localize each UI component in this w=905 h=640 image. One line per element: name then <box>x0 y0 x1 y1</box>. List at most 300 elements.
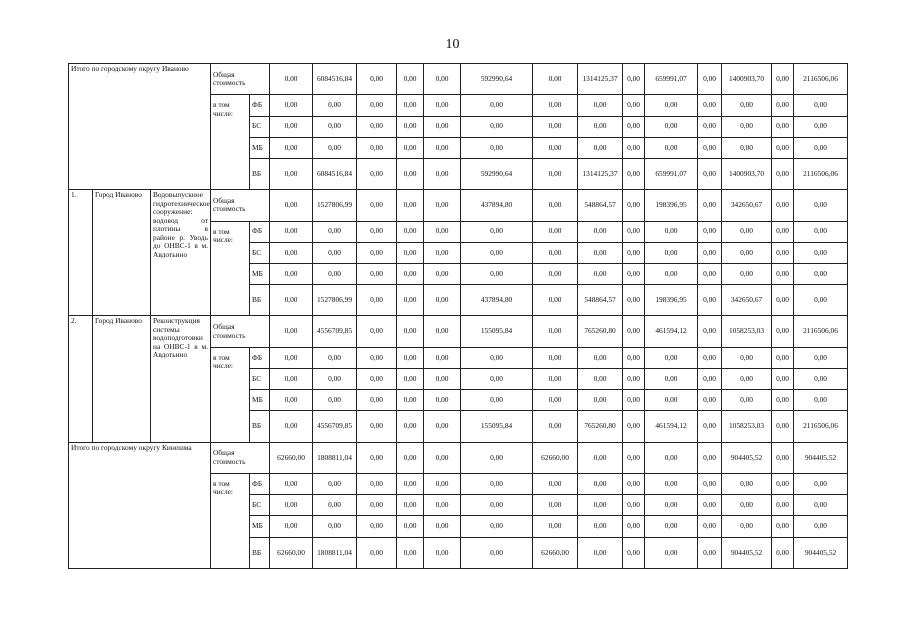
value-cell: 904405,52 <box>794 537 848 568</box>
value-cell: 0,00 <box>578 368 623 389</box>
value-cell: 0,00 <box>623 137 645 158</box>
row-number: 1. <box>69 190 93 316</box>
value-cell: 0,00 <box>533 242 578 263</box>
fund-code: БС <box>250 368 270 389</box>
value-cell: 437894,80 <box>461 285 533 316</box>
value-cell: 0,00 <box>533 137 578 158</box>
value-cell: 0,00 <box>698 263 722 284</box>
total-cost-label: Общая стоимость <box>211 442 270 473</box>
value-cell: 0,00 <box>623 116 645 137</box>
value-cell: 0,00 <box>623 495 645 516</box>
value-cell: 0,00 <box>623 473 645 494</box>
value-cell: 0,00 <box>698 347 722 368</box>
fund-code: ВБ <box>250 537 270 568</box>
value-cell: 0,00 <box>270 516 313 537</box>
value-cell: 0,00 <box>533 285 578 316</box>
value-cell: 0,00 <box>772 285 794 316</box>
value-cell: 0,00 <box>357 242 397 263</box>
group-title: Итого по городскому округу Иваново <box>69 64 211 190</box>
value-cell: 0,00 <box>698 316 722 347</box>
value-cell: 0,00 <box>313 221 357 242</box>
value-cell: 0,00 <box>397 411 424 442</box>
value-cell: 0,00 <box>578 263 623 284</box>
value-cell: 0,00 <box>397 316 424 347</box>
value-cell: 592990,64 <box>461 64 533 95</box>
value-cell: 0,00 <box>533 516 578 537</box>
value-cell: 0,00 <box>772 64 794 95</box>
value-cell: 0,00 <box>424 347 461 368</box>
value-cell: 0,00 <box>772 137 794 158</box>
value-cell: 0,00 <box>424 285 461 316</box>
value-cell: 0,00 <box>424 190 461 221</box>
value-cell: 0,00 <box>357 221 397 242</box>
value-cell: 0,00 <box>794 242 848 263</box>
value-cell: 0,00 <box>357 95 397 116</box>
value-cell: 0,00 <box>424 537 461 568</box>
value-cell: 0,00 <box>461 516 533 537</box>
value-cell: 0,00 <box>578 390 623 411</box>
value-cell: 0,00 <box>722 221 772 242</box>
value-cell: 1058253,03 <box>722 411 772 442</box>
value-cell: 0,00 <box>270 242 313 263</box>
row-number: 2. <box>69 316 93 442</box>
value-cell: 0,00 <box>698 473 722 494</box>
value-cell: 1400903,70 <box>722 158 772 189</box>
value-cell: 0,00 <box>533 368 578 389</box>
value-cell: 0,00 <box>645 116 698 137</box>
value-cell: 0,00 <box>270 137 313 158</box>
fund-code: ФБ <box>250 221 270 242</box>
value-cell: 0,00 <box>578 221 623 242</box>
value-cell: 0,00 <box>313 137 357 158</box>
municipality: Город Иваново <box>93 316 151 442</box>
value-cell: 0,00 <box>794 516 848 537</box>
value-cell: 0,00 <box>313 347 357 368</box>
fund-code: ФБ <box>250 95 270 116</box>
value-cell: 0,00 <box>357 390 397 411</box>
value-cell: 0,00 <box>533 316 578 347</box>
value-cell: 0,00 <box>623 411 645 442</box>
value-cell: 0,00 <box>461 137 533 158</box>
value-cell: 0,00 <box>461 473 533 494</box>
value-cell: 0,00 <box>772 221 794 242</box>
budget-table <box>68 63 848 569</box>
value-cell: 0,00 <box>270 473 313 494</box>
fund-code: БС <box>250 242 270 263</box>
value-cell: 1058253,03 <box>722 316 772 347</box>
value-cell: 0,00 <box>722 347 772 368</box>
value-cell: 0,00 <box>313 390 357 411</box>
object-name: Реконструкция системы водоподготовки на ОНВС-1 в м. Авдотьино <box>151 316 211 442</box>
value-cell: 0,00 <box>397 263 424 284</box>
fund-code: ФБ <box>250 473 270 494</box>
value-cell: 0,00 <box>270 285 313 316</box>
value-cell: 0,00 <box>623 190 645 221</box>
value-cell: 0,00 <box>722 137 772 158</box>
value-cell: 0,00 <box>578 442 623 473</box>
value-cell: 2116506,06 <box>794 316 848 347</box>
value-cell: 0,00 <box>772 442 794 473</box>
value-cell: 0,00 <box>772 316 794 347</box>
value-cell: 0,00 <box>722 95 772 116</box>
value-cell: 0,00 <box>270 116 313 137</box>
value-cell: 0,00 <box>772 263 794 284</box>
value-cell: 0,00 <box>424 473 461 494</box>
value-cell: 0,00 <box>772 158 794 189</box>
value-cell: 0,00 <box>794 495 848 516</box>
table-row <box>69 190 848 221</box>
value-cell: 0,00 <box>772 368 794 389</box>
value-cell: 0,00 <box>357 158 397 189</box>
value-cell: 0,00 <box>794 137 848 158</box>
value-cell: 0,00 <box>772 516 794 537</box>
value-cell: 0,00 <box>357 442 397 473</box>
table-row <box>69 64 848 95</box>
value-cell: 0,00 <box>461 263 533 284</box>
value-cell: 0,00 <box>772 116 794 137</box>
value-cell: 0,00 <box>313 263 357 284</box>
value-cell: 0,00 <box>698 368 722 389</box>
value-cell: 0,00 <box>772 537 794 568</box>
value-cell: 0,00 <box>698 190 722 221</box>
fund-code: МБ <box>250 263 270 284</box>
value-cell: 0,00 <box>270 263 313 284</box>
value-cell: 0,00 <box>313 116 357 137</box>
value-cell: 0,00 <box>270 411 313 442</box>
value-cell: 437894,80 <box>461 190 533 221</box>
fund-code: БС <box>250 116 270 137</box>
value-cell: 0,00 <box>270 316 313 347</box>
value-cell: 0,00 <box>397 537 424 568</box>
value-cell: 0,00 <box>578 137 623 158</box>
value-cell: 0,00 <box>424 158 461 189</box>
value-cell: 0,00 <box>357 316 397 347</box>
municipality: Город Иваново <box>93 190 151 316</box>
value-cell: 0,00 <box>357 516 397 537</box>
value-cell: 0,00 <box>424 263 461 284</box>
value-cell: 0,00 <box>623 347 645 368</box>
value-cell: 62660,00 <box>533 442 578 473</box>
value-cell: 0,00 <box>623 263 645 284</box>
value-cell: 0,00 <box>533 411 578 442</box>
value-cell: 0,00 <box>772 495 794 516</box>
value-cell: 0,00 <box>270 158 313 189</box>
value-cell: 0,00 <box>533 190 578 221</box>
value-cell: 0,00 <box>722 473 772 494</box>
value-cell: 0,00 <box>722 390 772 411</box>
value-cell: 0,00 <box>313 495 357 516</box>
table-row <box>69 442 848 473</box>
value-cell: 0,00 <box>424 137 461 158</box>
value-cell: 0,00 <box>794 95 848 116</box>
value-cell: 0,00 <box>645 368 698 389</box>
value-cell: 0,00 <box>313 516 357 537</box>
value-cell: 0,00 <box>645 242 698 263</box>
value-cell: 0,00 <box>533 64 578 95</box>
value-cell: 0,00 <box>424 221 461 242</box>
value-cell: 0,00 <box>645 137 698 158</box>
value-cell: 0,00 <box>397 221 424 242</box>
value-cell: 0,00 <box>270 347 313 368</box>
value-cell: 0,00 <box>794 473 848 494</box>
value-cell: 592990,64 <box>461 158 533 189</box>
value-cell: 342650,67 <box>722 285 772 316</box>
value-cell: 0,00 <box>270 495 313 516</box>
including-label: в том числе: <box>211 95 250 190</box>
value-cell: 0,00 <box>645 95 698 116</box>
value-cell: 0,00 <box>794 116 848 137</box>
value-cell: 0,00 <box>698 537 722 568</box>
value-cell: 0,00 <box>397 495 424 516</box>
value-cell: 0,00 <box>623 242 645 263</box>
value-cell: 1808811,04 <box>313 537 357 568</box>
value-cell: 0,00 <box>397 242 424 263</box>
value-cell: 0,00 <box>698 137 722 158</box>
value-cell: 4556709,85 <box>313 316 357 347</box>
value-cell: 0,00 <box>698 95 722 116</box>
value-cell: 0,00 <box>397 285 424 316</box>
fund-code: ФБ <box>250 347 270 368</box>
value-cell: 0,00 <box>461 242 533 263</box>
value-cell: 0,00 <box>698 516 722 537</box>
value-cell: 0,00 <box>357 137 397 158</box>
value-cell: 0,00 <box>461 347 533 368</box>
value-cell: 342650,67 <box>722 190 772 221</box>
value-cell: 0,00 <box>623 158 645 189</box>
including-label: в том числе: <box>211 221 250 316</box>
value-cell: 0,00 <box>270 221 313 242</box>
value-cell: 1527806,99 <box>313 285 357 316</box>
value-cell: 0,00 <box>623 95 645 116</box>
value-cell: 0,00 <box>794 390 848 411</box>
value-cell: 0,00 <box>533 116 578 137</box>
value-cell: 0,00 <box>578 95 623 116</box>
value-cell: 0,00 <box>722 263 772 284</box>
value-cell: 0,00 <box>772 190 794 221</box>
value-cell: 0,00 <box>722 116 772 137</box>
value-cell: 0,00 <box>461 442 533 473</box>
value-cell: 0,00 <box>623 221 645 242</box>
value-cell: 0,00 <box>623 316 645 347</box>
value-cell: 0,00 <box>645 390 698 411</box>
value-cell: 0,00 <box>270 190 313 221</box>
value-cell: 0,00 <box>357 473 397 494</box>
value-cell: 0,00 <box>461 95 533 116</box>
value-cell: 0,00 <box>424 495 461 516</box>
value-cell: 0,00 <box>461 116 533 137</box>
value-cell: 0,00 <box>533 95 578 116</box>
value-cell: 548864,57 <box>578 190 623 221</box>
value-cell: 0,00 <box>645 537 698 568</box>
value-cell: 0,00 <box>722 516 772 537</box>
value-cell: 0,00 <box>623 368 645 389</box>
value-cell: 0,00 <box>424 116 461 137</box>
fund-code: ВБ <box>250 285 270 316</box>
value-cell: 0,00 <box>424 390 461 411</box>
value-cell: 1527806,99 <box>313 190 357 221</box>
fund-code: МБ <box>250 137 270 158</box>
value-cell: 0,00 <box>645 495 698 516</box>
value-cell: 904405,52 <box>722 442 772 473</box>
value-cell: 0,00 <box>722 242 772 263</box>
fund-code: БС <box>250 495 270 516</box>
value-cell: 0,00 <box>397 473 424 494</box>
value-cell: 765260,80 <box>578 411 623 442</box>
value-cell: 0,00 <box>357 116 397 137</box>
value-cell: 1314125,37 <box>578 64 623 95</box>
value-cell: 0,00 <box>623 537 645 568</box>
value-cell: 0,00 <box>397 137 424 158</box>
value-cell: 0,00 <box>578 495 623 516</box>
including-label: в том числе: <box>211 473 250 568</box>
value-cell: 765260,80 <box>578 316 623 347</box>
value-cell: 0,00 <box>397 158 424 189</box>
page-number: 10 <box>445 37 460 52</box>
value-cell: 904405,52 <box>794 442 848 473</box>
value-cell: 0,00 <box>623 285 645 316</box>
value-cell: 0,00 <box>578 242 623 263</box>
value-cell: 0,00 <box>645 347 698 368</box>
value-cell: 0,00 <box>313 473 357 494</box>
value-cell: 198396,95 <box>645 285 698 316</box>
value-cell: 0,00 <box>794 263 848 284</box>
value-cell: 0,00 <box>698 285 722 316</box>
value-cell: 0,00 <box>270 368 313 389</box>
value-cell: 0,00 <box>578 473 623 494</box>
value-cell: 0,00 <box>357 285 397 316</box>
value-cell: 0,00 <box>578 116 623 137</box>
total-cost-label: Общая стоимость <box>211 316 270 347</box>
value-cell: 2116506,06 <box>794 64 848 95</box>
total-cost-label: Общая стоимость <box>211 64 270 95</box>
value-cell: 2116506,06 <box>794 411 848 442</box>
value-cell: 0,00 <box>397 368 424 389</box>
group-title: Итого по городскому округу Кинешма <box>69 442 211 568</box>
value-cell: 0,00 <box>461 221 533 242</box>
value-cell: 0,00 <box>722 495 772 516</box>
value-cell: 0,00 <box>461 537 533 568</box>
value-cell: 0,00 <box>461 495 533 516</box>
value-cell: 0,00 <box>397 116 424 137</box>
value-cell: 0,00 <box>698 390 722 411</box>
value-cell: 0,00 <box>794 285 848 316</box>
value-cell: 0,00 <box>397 64 424 95</box>
value-cell: 0,00 <box>397 95 424 116</box>
value-cell: 0,00 <box>794 347 848 368</box>
value-cell: 62660,00 <box>270 442 313 473</box>
value-cell: 0,00 <box>461 390 533 411</box>
value-cell: 0,00 <box>772 411 794 442</box>
value-cell: 0,00 <box>424 368 461 389</box>
value-cell: 0,00 <box>270 390 313 411</box>
value-cell: 0,00 <box>357 64 397 95</box>
value-cell: 0,00 <box>722 368 772 389</box>
value-cell: 0,00 <box>698 116 722 137</box>
value-cell: 198396,95 <box>645 190 698 221</box>
object-name: Водовыпускное гидротехническое сооружение: водовод от плотины в районе р. Уводь до ОНВС-1 в м. Авдотьино <box>151 190 211 316</box>
value-cell: 0,00 <box>533 390 578 411</box>
value-cell: 0,00 <box>698 442 722 473</box>
value-cell: 0,00 <box>772 242 794 263</box>
value-cell: 0,00 <box>424 64 461 95</box>
value-cell: 0,00 <box>794 368 848 389</box>
value-cell: 0,00 <box>397 190 424 221</box>
value-cell: 0,00 <box>533 263 578 284</box>
value-cell: 0,00 <box>533 347 578 368</box>
value-cell: 6084516,84 <box>313 64 357 95</box>
value-cell: 0,00 <box>424 516 461 537</box>
value-cell: 0,00 <box>698 158 722 189</box>
value-cell: 0,00 <box>313 242 357 263</box>
value-cell: 0,00 <box>270 64 313 95</box>
value-cell: 155095,84 <box>461 316 533 347</box>
value-cell: 0,00 <box>794 221 848 242</box>
value-cell: 0,00 <box>357 368 397 389</box>
value-cell: 0,00 <box>533 495 578 516</box>
value-cell: 0,00 <box>794 190 848 221</box>
value-cell: 6084516,84 <box>313 158 357 189</box>
value-cell: 2116506,06 <box>794 158 848 189</box>
table-row <box>69 316 848 347</box>
value-cell: 548864,57 <box>578 285 623 316</box>
value-cell: 0,00 <box>424 316 461 347</box>
value-cell: 0,00 <box>357 347 397 368</box>
fund-code: МБ <box>250 390 270 411</box>
value-cell: 1400903,70 <box>722 64 772 95</box>
value-cell: 0,00 <box>357 537 397 568</box>
value-cell: 0,00 <box>645 516 698 537</box>
value-cell: 461594,12 <box>645 316 698 347</box>
value-cell: 0,00 <box>533 221 578 242</box>
value-cell: 0,00 <box>424 411 461 442</box>
value-cell: 0,00 <box>772 95 794 116</box>
value-cell: 0,00 <box>623 64 645 95</box>
value-cell: 0,00 <box>698 242 722 263</box>
value-cell: 0,00 <box>772 390 794 411</box>
value-cell: 0,00 <box>623 516 645 537</box>
fund-code: ВБ <box>250 411 270 442</box>
value-cell: 62660,00 <box>270 537 313 568</box>
value-cell: 0,00 <box>533 473 578 494</box>
value-cell: 0,00 <box>424 95 461 116</box>
value-cell: 461594,12 <box>645 411 698 442</box>
value-cell: 0,00 <box>397 516 424 537</box>
value-cell: 0,00 <box>461 368 533 389</box>
value-cell: 0,00 <box>578 537 623 568</box>
value-cell: 904405,52 <box>722 537 772 568</box>
value-cell: 0,00 <box>357 263 397 284</box>
total-cost-label: Общая стоимость <box>211 190 270 221</box>
value-cell: 62660,00 <box>533 537 578 568</box>
value-cell: 0,00 <box>772 473 794 494</box>
fund-code: МБ <box>250 516 270 537</box>
value-cell: 0,00 <box>357 190 397 221</box>
value-cell: 0,00 <box>397 390 424 411</box>
value-cell: 0,00 <box>698 221 722 242</box>
value-cell: 0,00 <box>313 368 357 389</box>
value-cell: 0,00 <box>645 263 698 284</box>
value-cell: 0,00 <box>397 442 424 473</box>
value-cell: 0,00 <box>270 95 313 116</box>
value-cell: 0,00 <box>698 495 722 516</box>
value-cell: 0,00 <box>424 442 461 473</box>
value-cell: 0,00 <box>772 347 794 368</box>
including-label: в том числе: <box>211 347 250 442</box>
value-cell: 0,00 <box>645 221 698 242</box>
value-cell: 1808811,04 <box>313 442 357 473</box>
value-cell: 0,00 <box>698 64 722 95</box>
value-cell: 1314125,37 <box>578 158 623 189</box>
